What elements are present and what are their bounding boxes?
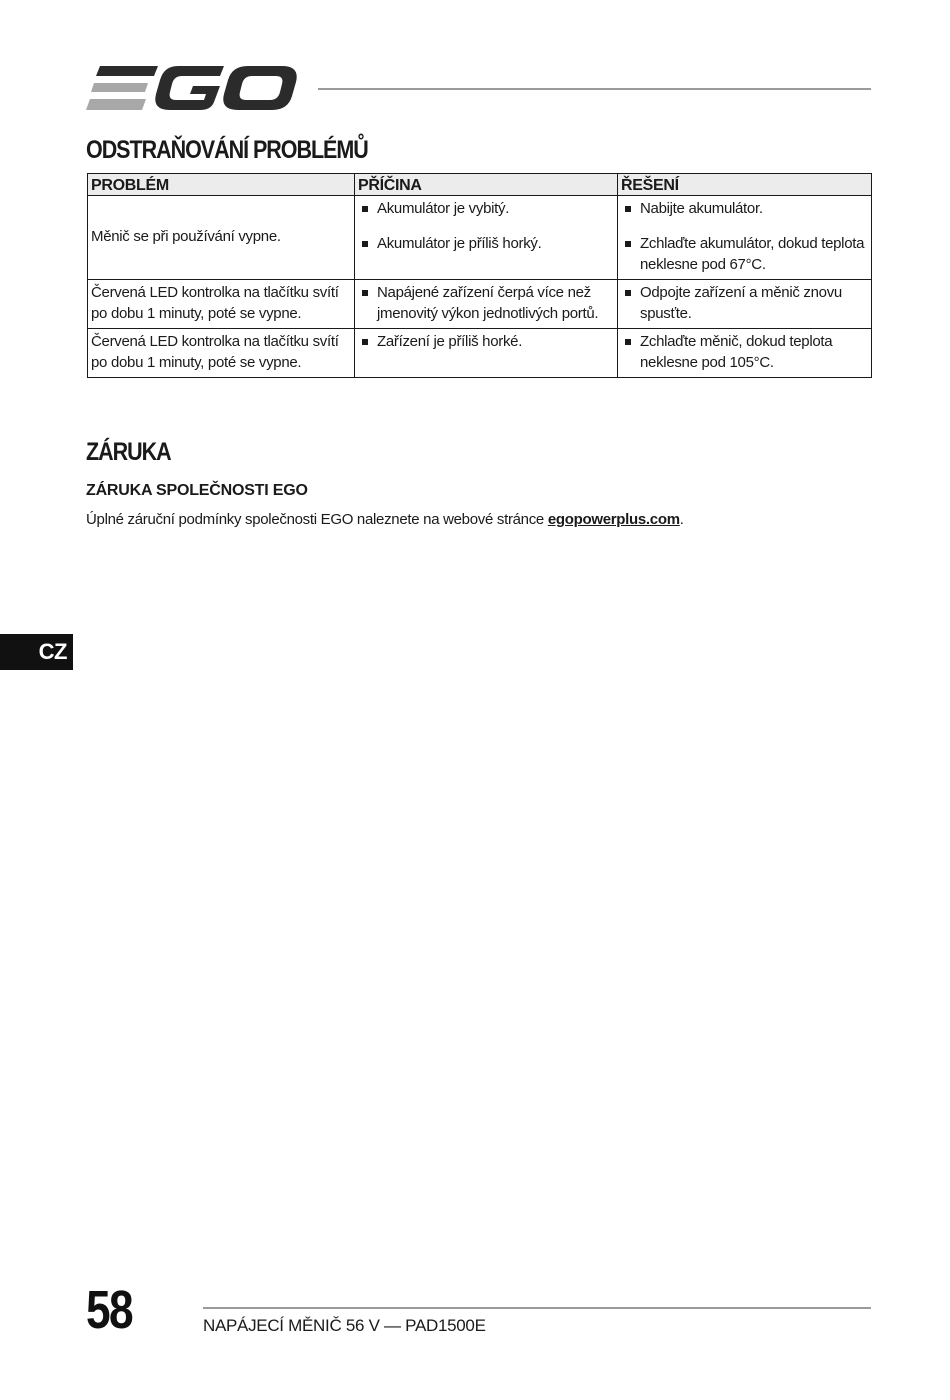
ego-logo-o xyxy=(223,66,296,110)
solution-cell xyxy=(618,196,872,280)
cause-item: Napájené zařízení čerpá více než jmenovitý výkon jednotlivých portů. xyxy=(358,282,614,324)
table-header-row xyxy=(88,174,872,196)
warranty-text-after: . xyxy=(679,511,684,528)
solution-item: Nabijte akumulátor. xyxy=(621,198,868,219)
solution-item: Zchlaďte akumulátor, dokud teplota neklesne pod 67°C. xyxy=(621,233,868,275)
warranty-title: ZÁRUKA xyxy=(86,438,171,466)
table-row xyxy=(88,280,872,329)
ego-logo-g xyxy=(155,66,224,110)
cause-item: Zařízení je příliš horké. xyxy=(358,331,614,352)
table-row xyxy=(88,329,872,378)
warranty-link[interactable]: egopowerplus.com xyxy=(547,511,680,528)
header-rule xyxy=(318,88,871,90)
ego-logo-e-middle-bar xyxy=(91,83,148,92)
solution-item: Odpojte zařízení a měnič znovu spusťte. xyxy=(621,282,868,324)
language-tab: CZ xyxy=(0,634,73,670)
column-header-solution: ŘEŠENÍ xyxy=(618,174,872,196)
problem-cell: Měnič se při používání vypne. xyxy=(88,196,355,280)
page-number: 58 xyxy=(86,1280,132,1340)
solution-cell xyxy=(618,280,872,329)
column-header-problem: PROBLÉM xyxy=(88,174,355,196)
troubleshooting-title: ODSTRAŇOVÁNÍ PROBLÉMŮ xyxy=(86,136,368,164)
ego-logo-e-bottom-bar xyxy=(86,99,146,110)
cause-cell xyxy=(355,196,618,280)
cause-item: Akumulátor je příliš horký. xyxy=(358,233,614,254)
ego-logo xyxy=(86,62,298,114)
troubleshooting-table xyxy=(87,173,872,378)
cause-cell xyxy=(355,280,618,329)
solution-item: Zchlaďte měnič, dokud teplota neklesne pod 105°C. xyxy=(621,331,868,373)
cause-item: Akumulátor je vybitý. xyxy=(358,198,614,219)
ego-logo-e-top-bar xyxy=(96,66,158,76)
solution-cell xyxy=(618,329,872,378)
problem-cell: Červená LED kontrolka na tlačítku svítí po dobu 1 minuty, poté se vypne. xyxy=(88,329,355,378)
column-header-cause: PŘÍČINA xyxy=(355,174,618,196)
table-row xyxy=(88,196,872,280)
footer-product-name: NAPÁJECÍ MĚNIČ 56 V — PAD1500E xyxy=(203,1316,486,1335)
footer-rule xyxy=(203,1307,871,1309)
cause-cell xyxy=(355,329,618,378)
warranty-text-before: Úplné záruční podmínky společnosti EGO naleznete na webové stránce xyxy=(86,511,548,528)
warranty-text xyxy=(86,511,684,528)
warranty-subtitle: ZÁRUKA SPOLEČNOSTI EGO xyxy=(86,482,308,499)
problem-cell: Červená LED kontrolka na tlačítku svítí po dobu 1 minuty, poté se vypne. xyxy=(88,280,355,329)
